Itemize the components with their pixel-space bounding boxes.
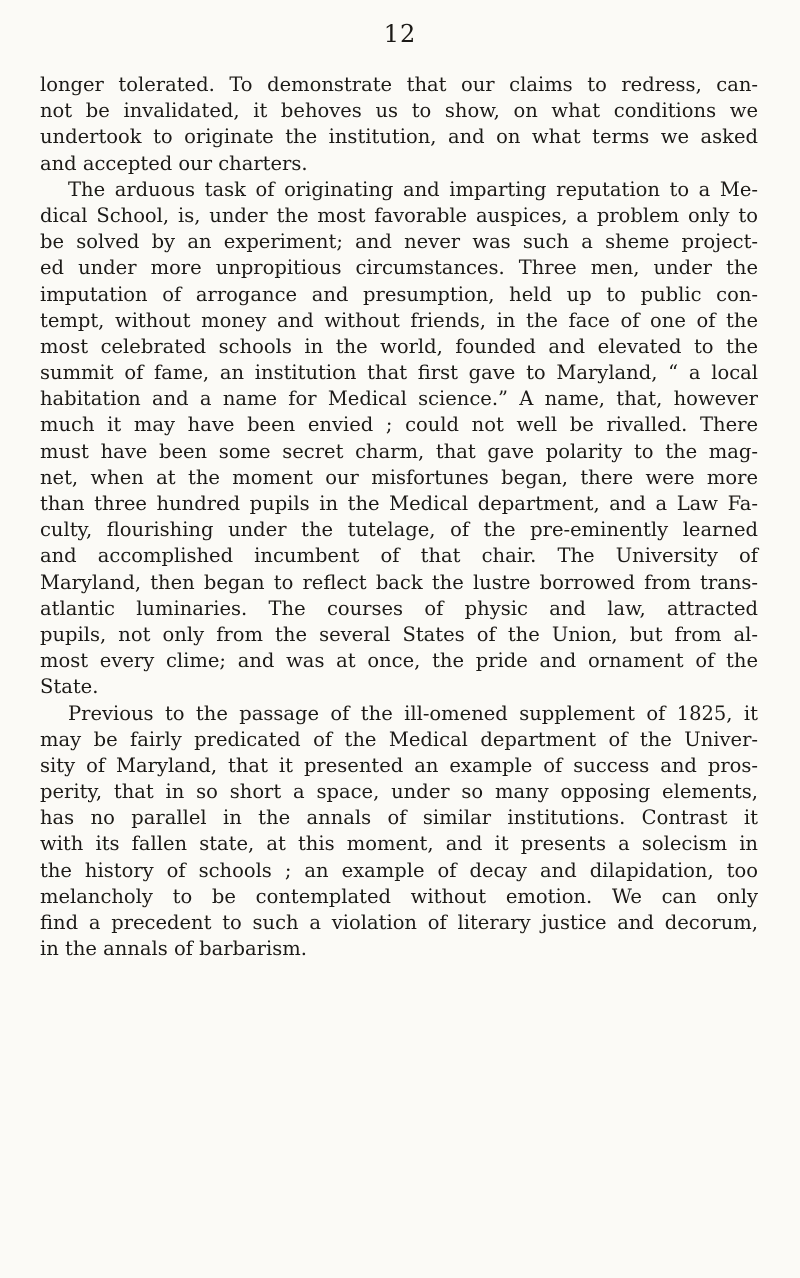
text-line: Maryland, then began to reflect back the lustre borrowed from trans- bbox=[40, 570, 758, 594]
text-line: be solved by an experiment; and never was such a sheme project- bbox=[40, 230, 758, 254]
page-number: 12 bbox=[383, 20, 417, 48]
text-line: find a precedent to such a violation of literary justice and decorum, bbox=[40, 911, 758, 934]
text-line: ed under more unpropitious circumstances. Three men, under the bbox=[40, 256, 758, 280]
text-line: undertook to originate the institution, and on what terms we asked bbox=[40, 125, 758, 149]
text-line: much it may have been envied ; could not well be rivalled. There bbox=[40, 413, 758, 437]
text-line: than three hundred pupils in the Medical department, and a Law Fa- bbox=[40, 492, 758, 515]
text-line: most celebrated schools in the world, founded and elevated to the bbox=[40, 334, 758, 358]
text-line: atlantic luminaries. The courses of physic and law, attracted bbox=[40, 596, 758, 620]
paragraph-1 bbox=[40, 72, 758, 177]
text-line: imputation of arrogance and presumption, held up to public con- bbox=[40, 282, 758, 306]
text-line: and accomplished incumbent of that chair. The University of bbox=[40, 544, 758, 568]
text-line: not be invalidated, it behoves us to show, on what conditions we bbox=[40, 99, 758, 123]
text-line: and accepted our charters. bbox=[40, 151, 308, 175]
text-line: State. bbox=[40, 675, 99, 699]
text-line: tempt, without money and without friends, in the face of one of the bbox=[40, 308, 758, 332]
text-line: the history of schools ; an example of decay and dilapidation, too bbox=[40, 858, 758, 882]
text-line: Previous to the passage of the ill-omened supplement of 1825, it bbox=[68, 701, 758, 725]
text-line: must have been some secret charm, that gave polarity to the mag- bbox=[40, 439, 758, 463]
text-line: longer tolerated. To demonstrate that our claims to redress, can- bbox=[40, 73, 758, 96]
text-line: in the annals of barbarism. bbox=[40, 937, 307, 961]
text-line: dical School, is, under the most favorable auspices, a problem only to bbox=[40, 203, 758, 227]
text-line: summit of fame, an institution that first gave to Maryland, “ a local bbox=[40, 361, 758, 385]
text-line: most every clime; and was at once, the pride and ornament of the bbox=[40, 649, 758, 673]
text-line: The arduous task of originating and imparting reputation to a Me- bbox=[68, 177, 758, 201]
text-line: culty, flourishing under the tutelage, of the pre-eminently learned bbox=[40, 518, 758, 542]
text-line: sity of Maryland, that it presented an example of success and pros- bbox=[40, 753, 758, 777]
text-line: net, when at the moment our misfortunes began, there were more bbox=[40, 465, 758, 489]
body-text bbox=[40, 72, 758, 962]
text-line: with its fallen state, at this moment, and it presents a solecism in bbox=[40, 832, 758, 856]
text-line: has no parallel in the annals of similar institutions. Contrast it bbox=[40, 806, 758, 830]
paragraph-3 bbox=[40, 701, 758, 963]
text-line: pupils, not only from the several States of the Union, but from al- bbox=[40, 622, 758, 646]
paragraph-2 bbox=[40, 177, 758, 701]
text-line: may be fairly predicated of the Medical department of the Univer- bbox=[40, 727, 758, 751]
text-line: habitation and a name for Medical science.” A name, that, however bbox=[40, 387, 758, 411]
text-line: perity, that in so short a space, under so many opposing elements, bbox=[40, 780, 758, 804]
text-line: melancholy to be contemplated without emotion. We can only bbox=[40, 884, 758, 908]
